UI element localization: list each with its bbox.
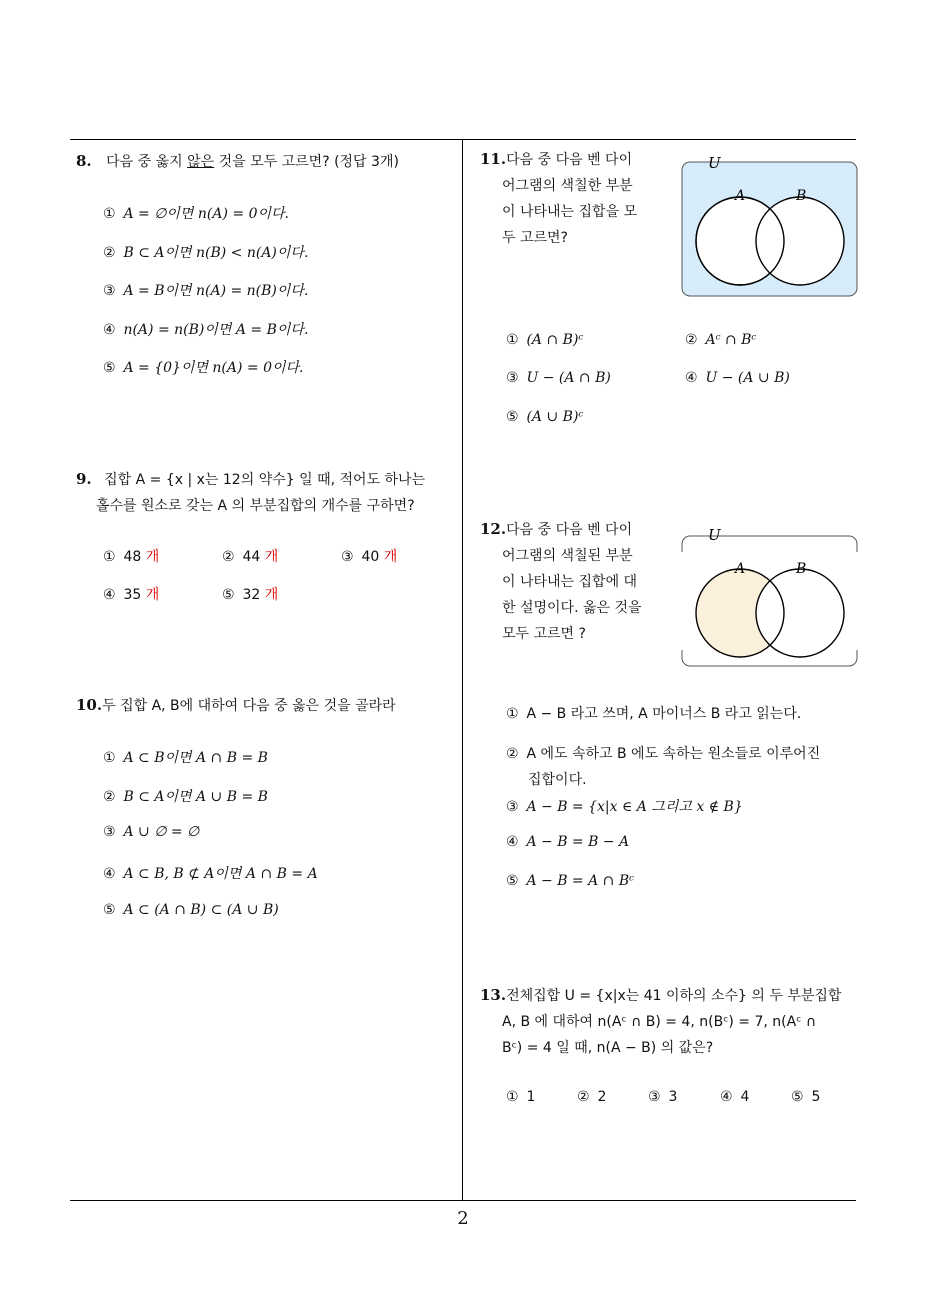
- question-text-line-2: 어그램의 색칠한 부분: [502, 178, 633, 194]
- q10-option-2[interactable]: ② B ⊂ A이면 A ∪ B = B: [103, 789, 268, 805]
- question-text-line-2: A, B 에 대하여 n(Aᶜ ∩ B) = 4, n(Bᶜ) = 7, n(Aᶜ ∩: [502, 1014, 817, 1030]
- q13-option-2[interactable]: ② 2: [577, 1089, 607, 1105]
- q13-option-5[interactable]: ⑤ 5: [791, 1089, 821, 1105]
- question-text-line-4: 한 설명이다. 옳은 것을: [502, 600, 642, 616]
- question-8: [76, 148, 399, 175]
- universe-label: U: [708, 526, 721, 544]
- question-10: [76, 692, 396, 719]
- question-number: 8.: [76, 152, 92, 170]
- q11-option-5[interactable]: ⑤ (A ∪ B)ᶜ: [506, 409, 584, 425]
- q9-option-5[interactable]: ⑤ 32 개: [222, 587, 279, 603]
- bottom-rule: [70, 1200, 856, 1201]
- question-text-line-5: 모두 고르면 ?: [502, 626, 586, 642]
- q11-option-1[interactable]: ① (A ∩ B)ᶜ: [506, 332, 584, 348]
- set-a-label: A: [735, 561, 746, 577]
- question-text: 두 집합 A, B에 대하여 다음 중 옳은 것을 골라라: [102, 698, 396, 714]
- question-text-line-2: 홀수를 원소로 갖는 A 의 부분집합의 개수를 구하면?: [96, 498, 415, 514]
- q10-option-3[interactable]: ③ A ∪ ∅ = ∅: [103, 824, 200, 840]
- question-12: [480, 516, 670, 647]
- q8-option-3[interactable]: ③ A = B이면 n(A) = n(B)이다.: [103, 283, 309, 299]
- question-number: 10.: [76, 696, 103, 714]
- set-b-circle: [756, 197, 844, 285]
- venn-diagram-q11: [680, 150, 860, 300]
- question-text-line-4: 두 고르면?: [502, 230, 568, 246]
- venn-diagram-q12: [680, 522, 860, 672]
- question-text: 것을 모두 고르면? (정답 3개): [214, 154, 399, 170]
- question-text-line-1: 전체집합 U = {x|x는 41 이하의 소수} 의 두 부분집합: [506, 988, 842, 1004]
- question-number: 9.: [76, 470, 92, 488]
- q11-option-4[interactable]: ④ U − (A ∪ B): [685, 370, 790, 386]
- question-number: 13.: [480, 986, 507, 1004]
- q10-option-4[interactable]: ④ A ⊂ B, B ⊄ A이면 A ∩ B = A: [103, 866, 318, 882]
- set-a-label: A: [735, 188, 746, 204]
- question-text-line-1: 다음 중 다음 벤 다이: [506, 522, 633, 538]
- q9-option-2[interactable]: ② 44 개: [222, 549, 279, 565]
- universe-label: U: [708, 154, 721, 172]
- question-text-line-3: Bᶜ) = 4 일 때, n(A − B) 의 값은?: [502, 1040, 714, 1056]
- q10-option-1[interactable]: ① A ⊂ B이면 A ∩ B = B: [103, 750, 268, 766]
- q8-option-2[interactable]: ② B ⊂ A이면 n(B) < n(A)이다.: [103, 245, 309, 261]
- column-divider: [462, 139, 463, 1201]
- q9-option-1[interactable]: ① 48 개: [103, 549, 160, 565]
- q13-option-4[interactable]: ④ 4: [720, 1089, 750, 1105]
- page-number: 2: [457, 1208, 469, 1229]
- q12-option-5[interactable]: ⑤ A − B = A ∩ Bᶜ: [506, 873, 635, 889]
- q12-option-4[interactable]: ④ A − B = B − A: [506, 834, 630, 850]
- q12-option-3[interactable]: ③ A − B = {x|x ∈ A 그리고 x ∉ B}: [506, 799, 743, 815]
- question-9: [76, 466, 460, 519]
- q11-option-3[interactable]: ③ U − (A ∩ B): [506, 370, 611, 386]
- question-text-line-2: 어그램의 색칠된 부분: [502, 548, 633, 564]
- q10-option-5[interactable]: ⑤ A ⊂ (A ∩ B) ⊂ (A ∪ B): [103, 902, 279, 918]
- question-number: 12.: [480, 520, 507, 538]
- q9-option-3[interactable]: ③ 40 개: [341, 549, 398, 565]
- question-text-line-1: 집합 A = {x | x는 12의 약수} 일 때, 적어도 하나는: [104, 472, 426, 488]
- set-b-label: B: [796, 561, 807, 577]
- top-rule: [70, 139, 856, 140]
- underlined-word: 않은: [187, 154, 215, 170]
- question-8-stem: [76, 148, 399, 175]
- question-text-line-3: 이 나타내는 집합에 대: [502, 574, 638, 590]
- q13-option-3[interactable]: ③ 3: [648, 1089, 678, 1105]
- q11-option-2[interactable]: ② Aᶜ ∩ Bᶜ: [685, 332, 757, 348]
- set-b-label: B: [796, 188, 807, 204]
- q12-option-1[interactable]: ① A − B 라고 쓰며, A 마이너스 B 라고 읽는다.: [506, 706, 802, 722]
- q8-option-4[interactable]: ④ n(A) = n(B)이면 A = B이다.: [103, 322, 309, 338]
- question-text-line-3: 이 나타내는 집합을 모: [502, 204, 638, 220]
- question-text: 다음 중 옳지: [106, 154, 188, 170]
- question-number: 11.: [480, 150, 507, 168]
- q9-option-4[interactable]: ④ 35 개: [103, 587, 160, 603]
- q8-option-1[interactable]: ① A = ∅이면 n(A) = 0이다.: [103, 206, 289, 222]
- q12-option-2[interactable]: ② A 에도 속하고 B 에도 속하는 원소들로 이루어진 집합이다.: [506, 746, 821, 788]
- question-13: [480, 982, 860, 1061]
- question-text-line-1: 다음 중 다음 벤 다이: [506, 152, 633, 168]
- q13-option-1[interactable]: ① 1: [506, 1089, 536, 1105]
- question-11: [480, 146, 670, 251]
- q8-option-5[interactable]: ⑤ A = {0}이면 n(A) = 0이다.: [103, 360, 304, 376]
